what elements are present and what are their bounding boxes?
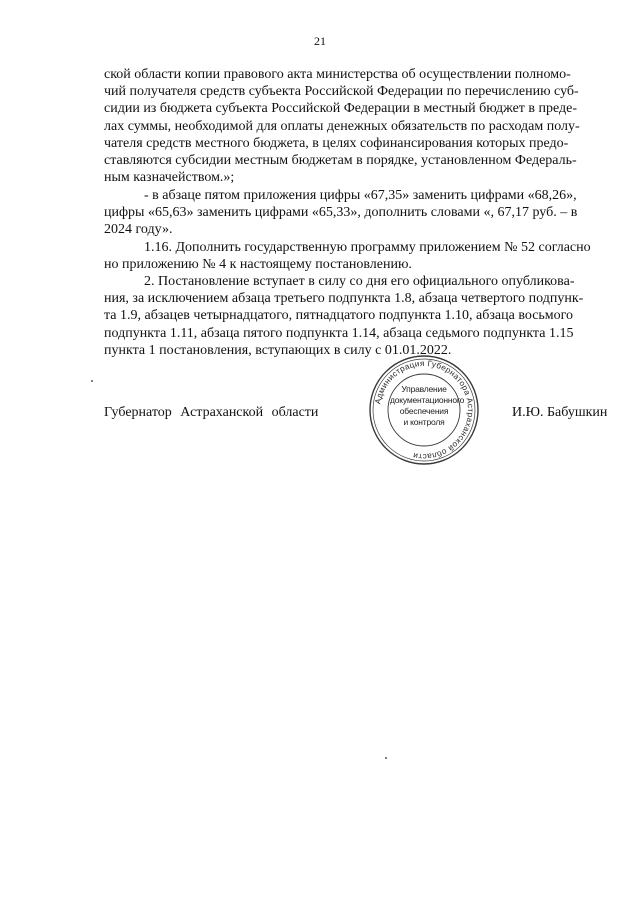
text-line: лах суммы, необходимой для оплаты денежных обязательств по расходам полу- xyxy=(104,118,580,134)
text-line: но приложению № 4 к настоящему постановлению. xyxy=(104,257,412,273)
text-line: цифры «65,63» заменить цифрами «65,33», дополнить словами «, 67,17 руб. – в xyxy=(104,205,578,221)
seal-center-line: Управление xyxy=(401,384,447,394)
seal-center-line: документационного xyxy=(390,395,465,405)
text-line: 2024 году». xyxy=(104,222,173,238)
page-number: 21 xyxy=(314,34,326,48)
text-line: 2. Постановление вступает в силу со дня его официального опубликова- xyxy=(144,274,575,289)
text-line: сидии из бюджета субъекта Российской Федерации в местный бюджет в преде- xyxy=(104,101,578,117)
scan-speck xyxy=(385,757,387,759)
seal-center-line: обеспечения xyxy=(399,406,449,416)
signatory-title: Губернатор Астраханской области xyxy=(104,405,319,420)
text-line: та 1.9, абзацев четырнадцатого, пятнадцатого подпункта 1.10, абзаца восьмого xyxy=(104,308,574,324)
text-line: ния, за исключением абзаца третьего подпункта 1.8, абзаца четвертого подпунк- xyxy=(104,291,584,307)
scan-speck xyxy=(91,380,93,382)
signatory-name: И.Ю. Бабушкин xyxy=(512,405,608,420)
text-line: подпункта 1.11, абзаца пятого подпункта 1.14, абзаца седьмого подпункта 1.15 xyxy=(104,325,574,341)
text-line: - в абзаце пятом приложения цифры «67,35» заменить цифрами «68,26», xyxy=(144,188,577,203)
text-line: ставляются субсидии местным бюджетам в порядке, установленном Федераль- xyxy=(104,153,577,169)
paragraph-item-1-16 xyxy=(104,239,591,273)
text-line: ным казначейством.»; xyxy=(104,170,235,186)
official-seal-stamp xyxy=(368,354,480,466)
text-line: чателя средств местного бюджета, в целях софинансирования которых предо- xyxy=(104,135,569,151)
paragraph-effective-date xyxy=(104,273,584,359)
paragraph-amendment xyxy=(104,187,578,239)
seal-center-line: и контроля xyxy=(403,417,445,427)
seal-ring-text: Администрация Губернатора Астраханской области xyxy=(373,358,476,462)
text-line: чий получателя средств субъекта Российской Федерации по перечислению суб- xyxy=(104,84,579,100)
paragraph-continuation xyxy=(104,66,580,186)
text-line: пункта 1 постановления, вступающих в силу с 01.01.2022. xyxy=(104,342,452,358)
text-line: 1.16. Дополнить государственную программу приложением № 52 согласно xyxy=(144,240,591,255)
seal-center-text xyxy=(390,384,465,428)
text-line: ской области копии правового акта министерства об осуществлении полномо- xyxy=(104,67,571,82)
